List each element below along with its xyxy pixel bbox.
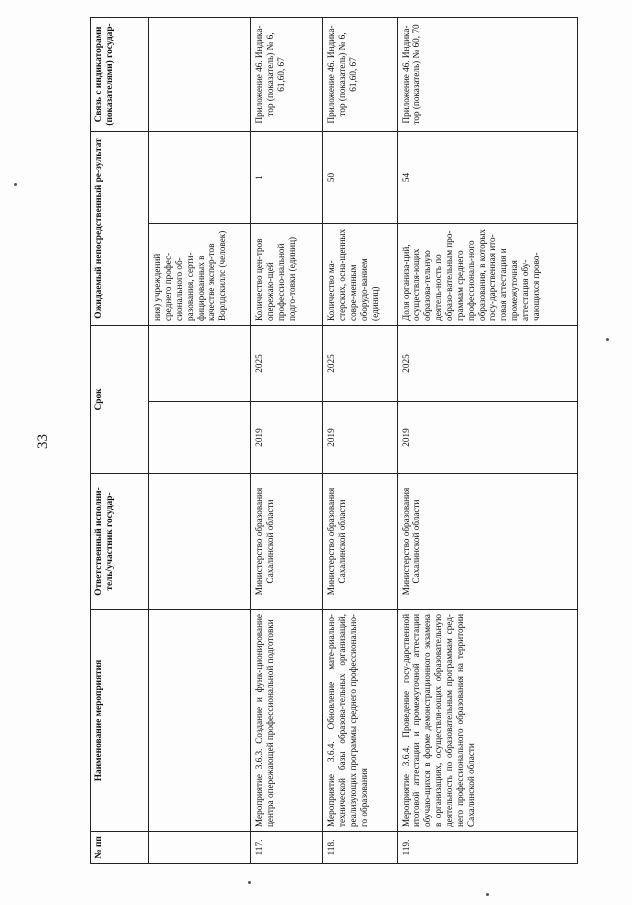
cell-start bbox=[149, 402, 251, 474]
cell-link bbox=[149, 17, 251, 131]
scan-speck bbox=[248, 881, 251, 884]
cell-start: 2019 bbox=[397, 402, 577, 474]
header-link: Связь с индикаторами (показателями) государ- bbox=[91, 17, 149, 131]
table-row bbox=[397, 17, 577, 863]
document-sheet bbox=[90, 18, 578, 864]
cell-name: Мероприятие 3.6.3. Создание и функ-ционирование центра опережающей профессиональной подготовки bbox=[251, 610, 323, 832]
scan-speck bbox=[606, 338, 609, 341]
cell-value: 50 bbox=[323, 131, 397, 223]
cell-name: Мероприятие 3.6.4. Проведение госу-дарственной итоговой аттестации и промежуточной аттестации обучаю-щихся в форме демонстрационного экзамена в организациях, осуществля-ющих образовательную деятельность по образовательным программам сред-него профессионального образования на территории Сахалинской области bbox=[397, 610, 577, 832]
rotated-table-container bbox=[90, 18, 578, 864]
cell-no: 118. bbox=[323, 832, 397, 864]
cell-name bbox=[149, 610, 251, 832]
cell-name: Мероприятие 3.6.4. Обновление мате-риально-технической базы образова-тельных организаций, реализующих программы среднего профессионально-го образования bbox=[323, 610, 397, 832]
scan-speck bbox=[14, 183, 17, 186]
header-result: Ожидаемый непосредственный ре-зультат bbox=[91, 131, 149, 325]
cell-end bbox=[149, 325, 251, 401]
cell-indicator: Количество ма-стерских, осна-щенных совре-менным оборудо-ванием (единиц) bbox=[323, 223, 397, 325]
cell-indicator: ния) учреждений среднего профес-сионального об-разования, серти-фицированных в качестве экспер-тов Ворлдскиллс (человек) bbox=[149, 223, 251, 325]
table-row-continuation bbox=[149, 17, 251, 863]
cell-value: 1 bbox=[251, 131, 323, 223]
cell-no bbox=[149, 832, 251, 864]
header-responsible: Ответственный исполни-тель/участник государ- bbox=[91, 474, 149, 610]
cell-start: 2019 bbox=[251, 402, 323, 474]
cell-indicator: Доля организа-ций, осуществля-ющих образова-тельную деятель-ность по образо-вательным про-граммам среднего профессиональ-ного образования, в которых госу-дарственная ито-говая аттестация и промежуточная аттестация обу-чающихся прово- bbox=[397, 223, 577, 325]
cell-indicator: Количество цен-тров опережаю-щей профессио-нальной подго-товки (единиц) bbox=[251, 223, 323, 325]
cell-end: 2025 bbox=[323, 325, 397, 401]
cell-value: 54 bbox=[397, 131, 577, 223]
header-name: Наименование мероприятия bbox=[91, 610, 149, 832]
cell-responsible bbox=[149, 474, 251, 610]
cell-end: 2025 bbox=[251, 325, 323, 401]
cell-responsible: Министерство образования Сахалинской области bbox=[397, 474, 577, 610]
scan-speck bbox=[486, 893, 489, 896]
activities-table bbox=[90, 17, 578, 864]
cell-responsible: Министерство образования Сахалинской области bbox=[323, 474, 397, 610]
table-row bbox=[323, 17, 397, 863]
cell-start: 2019 bbox=[323, 402, 397, 474]
cell-end: 2025 bbox=[397, 325, 577, 401]
cell-no: 119. bbox=[397, 832, 577, 864]
table-row bbox=[251, 17, 323, 863]
page-number: 33 bbox=[35, 434, 51, 449]
table-header-row bbox=[91, 17, 149, 863]
header-no: № пп bbox=[91, 832, 149, 864]
header-term: Срок bbox=[91, 325, 149, 473]
cell-value bbox=[149, 131, 251, 223]
cell-link: Приложение 46. Индика-тор (показатель) № 6, 61,60, 67 bbox=[251, 17, 323, 131]
cell-responsible: Министерство образования Сахалинской области bbox=[251, 474, 323, 610]
cell-no: 117. bbox=[251, 832, 323, 864]
cell-link: Приложение 46. Индика-тор (показатель) № 6, 61,60, 67 bbox=[323, 17, 397, 131]
cell-link: Приложение 46. Индика-тор (показатель) № 60, 70 bbox=[397, 17, 577, 131]
